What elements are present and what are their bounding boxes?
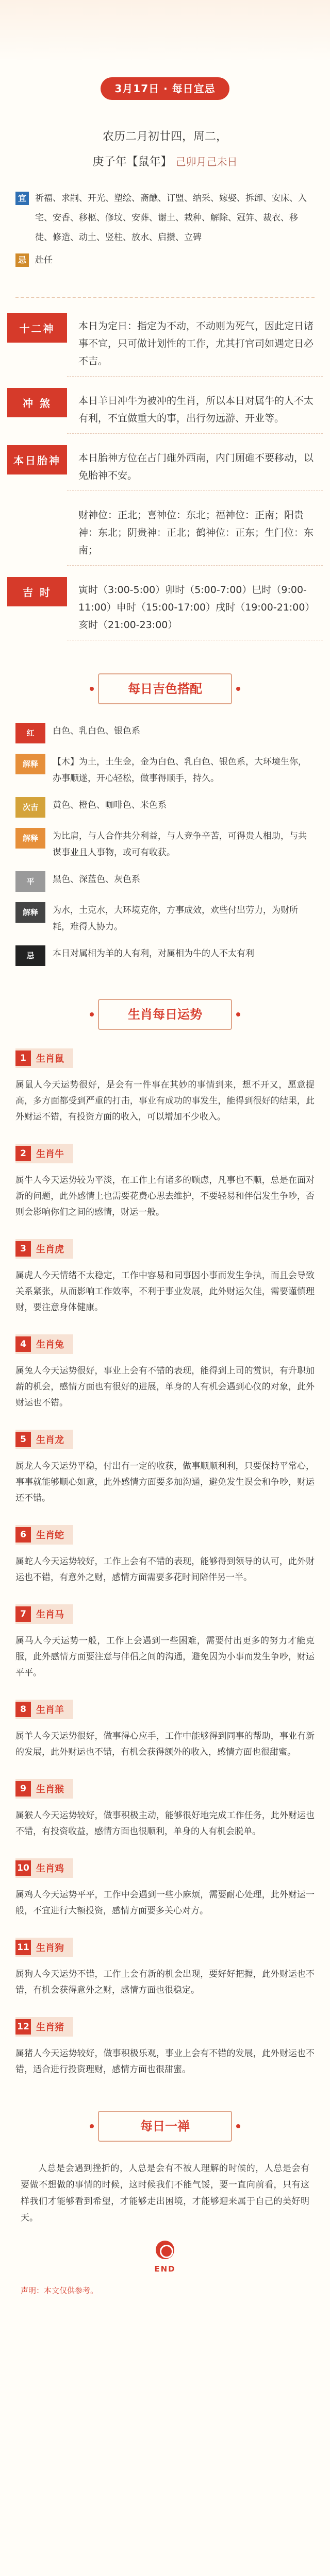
zodiac-section-header: [98, 999, 232, 1030]
zodiac-number: 9: [15, 1781, 31, 1797]
zodiac-number: 7: [15, 1606, 31, 1622]
zodiac-name: 生肖牛: [36, 1149, 64, 1160]
zodiac-name: 生肖马: [36, 1609, 64, 1620]
section-title: 生肖每日运势: [128, 1007, 202, 1022]
yi-text: 祈福、求嗣、开光、塑绘、斋醮、订盟、纳采、嫁娶、拆卸、安床、入宅、安香、移柩、修坟、安葬、谢土、栽种、解除、冠笄、裁衣、移徙、修造、动土、竖柱、放水、启攒、立碑: [35, 193, 307, 243]
table-row: [7, 313, 323, 377]
zodiac-number: 6: [15, 1527, 31, 1543]
row-value: 财神位：正北；喜神位：东北；福神位：正南；阳贵神：东北；阴贵神：正北；鹤神位：正东；生门位：东南；: [67, 502, 323, 566]
header-dot-left: [90, 687, 94, 691]
zodiac-name: 生肖猪: [36, 2022, 64, 2033]
row-value: 本日羊日冲牛为被冲的生肖，所以本日对属牛的人不太有利，不宜做重大的事，出行勿远游、开业等。: [67, 388, 323, 434]
row-label: 冲 煞: [7, 388, 67, 417]
zodiac-item: [15, 1430, 315, 1506]
ganzhi-month-day: 己卯月己未日: [175, 156, 238, 168]
zodiac-number: 2: [15, 1146, 31, 1161]
ji-row: [15, 250, 315, 270]
ji-text: 赴任: [35, 255, 53, 265]
table-row: [7, 502, 323, 566]
color-tag: 平: [15, 871, 45, 892]
yi-row: [15, 189, 315, 247]
zodiac-title: [15, 1430, 73, 1449]
daily-quote: 人总是会遇到挫折的，人总是会有不被人理解的时候的，人总是会有要做不想做的事情的时候，这时候我们不能气馁，要一直向前看，只有这样我们才能够看到希望，才能够走出困境，才能够迎来属于自己的美好明天。: [21, 2163, 309, 2223]
zodiac-name: 生肖蛇: [36, 1530, 64, 1541]
table-row: [7, 445, 323, 491]
end-label: END: [154, 2264, 176, 2274]
zodiac-item: [15, 1604, 315, 1681]
zodiac-item: [15, 1858, 315, 1919]
table-row: [7, 577, 323, 640]
zodiac-text: 属鼠人今天运势很好，是会有一件事在其妙的事情到来，想不开又，愿意提高，多方面都受到严重的打击，事业有成功的事发生，能得到很好的结果，此外财运不错，有投资方面的收入，可以增加不少收入。: [15, 1080, 315, 1122]
color-tag: 解释: [15, 828, 45, 849]
color-tag: 解释: [15, 754, 45, 774]
zodiac-title: [15, 1779, 73, 1799]
row-value: 寅时（3:00-5:00）卯时（5:00-7:00）巳时（9:00-11:00）申时（15:00-17:00）戌时（19:00-21:00）亥时（21:00-23:00）: [67, 577, 323, 640]
zodiac-item: [15, 1048, 315, 1125]
header-dot-right: [236, 2124, 240, 2128]
color-text: 白色、乳白色、银色系: [53, 726, 140, 736]
color-row: [15, 797, 315, 818]
zodiac-text: 属龙人今天运势平稳，付出有一定的收获，做事顺顺利利，只要保持平常心，事事就能够顺心如意，此外感情方面要多加沟通，避免发生误会和争吵，财运还不错。: [15, 1461, 315, 1503]
color-row: [15, 902, 315, 935]
yi-badge: 宜: [15, 192, 29, 205]
color-text: 本日对属相为羊的人有利，对属相为牛的人不太有利: [53, 948, 254, 959]
color-row: [15, 828, 315, 861]
declaration: 声明：本文仅供参考。: [21, 2286, 98, 2295]
zodiac-name: 生肖猴: [36, 1784, 64, 1795]
header-dot-right: [236, 1012, 240, 1016]
zodiac-text: 属兔人今天运势很好，事业上会有不错的表现，能得到上司的赏识，有升职加薪的机会，感情方面也有很好的进展，单身的人有机会遇到心仪的对象，此外财运也不错。: [15, 1366, 315, 1408]
zodiac-title: [15, 1144, 73, 1163]
zodiac-title: [15, 1858, 73, 1878]
zodiac-text: 属猴人今天运势较好，做事积极主动，能够很好地完成工作任务，此外财运也不错，有投资收益，感情方面也很顺利，单身的人有机会脱单。: [15, 1810, 315, 1837]
zodiac-text: 属猪人今天运势较好，做事积极乐观，事业上会有不错的发展，此外财运也不错，适合进行投资理财，感情方面也很甜蜜。: [15, 2048, 315, 2075]
zodiac-item: [15, 1779, 315, 1840]
table-row: [7, 388, 323, 434]
date-banner: 3月17日 · 每日宜忌: [101, 77, 229, 100]
zodiac-item: [15, 1525, 315, 1586]
zodiac-title: [15, 1239, 73, 1259]
ganzhi-line: [0, 153, 330, 169]
zodiac-number: 1: [15, 1050, 31, 1066]
zodiac-name: 生肖兔: [36, 1340, 64, 1350]
row-label: 十二神: [7, 313, 67, 343]
zodiac-name: 生肖羊: [36, 1705, 64, 1716]
colors-list: [15, 723, 315, 966]
lunar-date: 农历二月初廿四，周二，: [102, 130, 227, 143]
color-row: [15, 871, 315, 892]
zodiac-number: 10: [15, 1860, 31, 1876]
zodiac-text: 属虎人今天情绪不太稳定，工作中容易和同事因小事而发生争执，而且会导致关系紧张，从而影响工作效率，不利于事业发展，此外财运欠佳，需要谨慎理财，要注意身体健康。: [15, 1270, 315, 1313]
zodiac-name: 生肖狗: [36, 1943, 64, 1954]
zodiac-title: [15, 1048, 73, 1068]
zodiac-text: 属马人今天运势一般，工作上会遇到一些困难，需要付出更多的努力才能克服，此外感情方面要注意与伴侣之间的沟通，避免因为小事而发生争吵，财运平平。: [15, 1636, 315, 1678]
color-text: 黄色、橙色、咖啡色、米色系: [53, 800, 167, 810]
color-row: [15, 754, 315, 787]
header-dot-left: [90, 2124, 94, 2128]
row-label: 吉 时: [7, 577, 67, 606]
zodiac-name: 生肖虎: [36, 1244, 64, 1255]
zodiac-number: 4: [15, 1336, 31, 1352]
zodiac-item: [15, 1144, 315, 1221]
zodiac-text: 属狗人今天运势不错，工作上会有新的机会出现，要好好把握，此外财运也不错，有机会获得意外之财，感情方面也很稳定。: [15, 1969, 315, 1995]
color-text: 【木】为土，土生金，金为白色、乳白色、银色系，大环境生你，办事顺遂，开心轻松，做事得顺手，持久。: [53, 757, 307, 784]
header-dot-left: [90, 1012, 94, 1016]
color-tag: 红: [15, 723, 45, 743]
zodiac-name: 生肖龙: [36, 1435, 64, 1446]
section-divider: [15, 293, 315, 298]
zodiac-number: 5: [15, 1432, 31, 1447]
header-decoration: [0, 0, 330, 62]
color-row: [15, 945, 315, 966]
color-row: [15, 723, 315, 743]
zodiac-name: 生肖鸡: [36, 1863, 64, 1874]
color-text: 为比肩，与人合作共分利益，与人竞争辛苦，可得贵人相助，与共谋事业且人事物，或可有收获。: [53, 831, 307, 858]
zodiac-number: 3: [15, 1241, 31, 1257]
yi-ji-section: [15, 189, 315, 270]
zodiac-number: 12: [15, 2019, 31, 2035]
zodiac-title: [15, 1525, 73, 1545]
zodiac-title: [15, 1334, 73, 1354]
color-tag: 解释: [15, 902, 45, 923]
zodiac-number: 11: [15, 1940, 31, 1955]
section-title: 每日一禅: [140, 2119, 190, 2133]
daily-zen-header: [98, 2111, 232, 2142]
ji-badge: 忌: [15, 253, 29, 267]
zodiac-item: [15, 2017, 315, 2078]
row-label: 本日胎神: [7, 445, 67, 474]
color-text: 为水，土克水，大环境克你，方事成效，欢些付出劳力，为财所耗，难得人协力。: [53, 905, 298, 932]
zodiac-item: [15, 1700, 315, 1760]
zodiac-list: [0, 1048, 330, 2078]
zodiac-item: [15, 1239, 315, 1316]
end-icon: [156, 2241, 174, 2259]
zodiac-name: 生肖鼠: [36, 1054, 64, 1064]
zodiac-title: [15, 1938, 73, 1957]
row-value: 本日胎神方位在占门碓外西南，内门厕碓不要移动，以免胎神不安。: [67, 445, 323, 491]
color-tag: 次吉: [15, 797, 45, 818]
zodiac-item: [15, 1938, 315, 1998]
zodiac-title: [15, 2017, 73, 2037]
zodiac-title: [15, 1604, 73, 1624]
zodiac-item: [15, 1334, 315, 1411]
zodiac-text: 属蛇人今天运势较好，工作上会有不错的表现，能够得到领导的认可，此外财运也不错，有意外之财，感情方面需要多花时间陪伴另一半。: [15, 1556, 315, 1583]
zodiac-title: [15, 1700, 73, 1719]
colors-section-header: [98, 673, 232, 704]
color-text: 黑色、深蓝色、灰色系: [53, 874, 140, 885]
almanac-table: [7, 313, 323, 640]
zodiac-text: 属牛人今天运势较为平淡，在工作上有诸多的顾虑，凡事也不顺，总是在面对新的问题，此外感情上也需要花费心思去维护，不要轻易和伴侣发生争吵，否则会影响你们之间的感情，财运一般。: [15, 1175, 315, 1217]
row-value: 本日为定日：指定为不动，不动则为死气，因此定日诸事不宜，只可做计划性的工作，尤其打官司如遇定日必不吉。: [67, 313, 323, 377]
ganzhi-year: 庚子年【鼠年】: [92, 156, 172, 168]
end-mark: [0, 2241, 330, 2274]
color-tag: 忌: [15, 945, 45, 966]
section-title: 每日吉色搭配: [128, 682, 202, 696]
header-dot-right: [236, 687, 240, 691]
zodiac-text: 属羊人今天运势很好，做事得心应手，工作中能够得到同事的帮助，事业有新的发展，此外财运也不错，有机会获得额外的收入，感情方面也很甜蜜。: [15, 1731, 315, 1757]
zodiac-number: 8: [15, 1702, 31, 1717]
zodiac-text: 属鸡人今天运势平平，工作中会遇到一些小麻烦，需要耐心处理，此外财运一般，不宜进行大额投资，感情方面要多关心对方。: [15, 1890, 315, 1916]
